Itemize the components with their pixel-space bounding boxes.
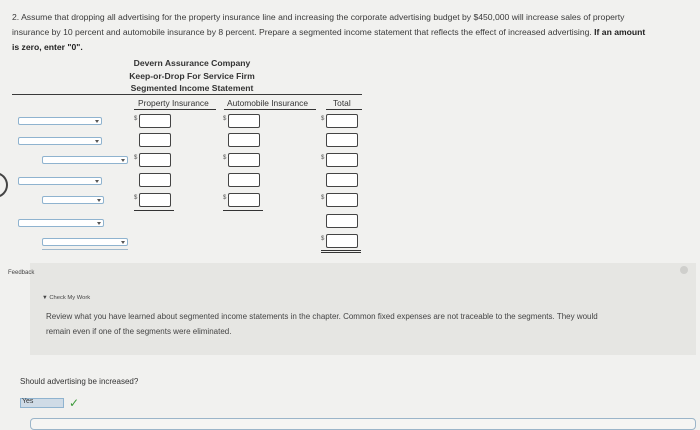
feedback-line-1: Review what you have learned about segmented income statements in the chapter. Common fixed expenses are not traceable to the segments. They would	[46, 312, 598, 321]
total-double-underline-2	[321, 252, 361, 253]
row-label-dropdown-5[interactable]	[42, 196, 104, 204]
question-line-1: 2. Assume that dropping all advertising for the property insurance line and increasing the corporate advertising budget by $450,000 will increase sales of property	[12, 12, 625, 22]
currency-sign: $	[134, 116, 138, 122]
property-total-underline	[134, 210, 174, 211]
currency-sign: $	[223, 195, 227, 201]
question-line-2: insurance by 10 percent and automobile insurance by 8 percent. Prepare a segmented income statement that reflects the effect of increased advertising. If an amount	[12, 27, 646, 37]
correct-checkmark-icon: ✓	[69, 396, 80, 410]
row-label-dropdown-6[interactable]	[18, 219, 104, 227]
col-total-underline	[326, 109, 362, 110]
total-input-4[interactable]	[326, 173, 358, 187]
company-name: Devern Assurance Company	[133, 58, 251, 68]
col-property-underline	[134, 109, 216, 110]
check-my-work-toggle[interactable]: ▼ Check My Work	[42, 295, 91, 301]
panel-scroll-indicator	[680, 266, 688, 274]
total-input-2[interactable]	[326, 133, 358, 147]
currency-sign: $	[321, 116, 325, 122]
currency-sign: $	[134, 195, 138, 201]
advertising-answer-value: Yes	[22, 398, 34, 405]
property-input-5[interactable]	[139, 193, 171, 207]
col-auto-underline	[224, 109, 316, 110]
auto-total-underline	[223, 210, 263, 211]
col-total: Total	[333, 98, 351, 108]
total-input-3[interactable]	[326, 153, 358, 167]
feedback-review-text	[46, 309, 686, 339]
total-input-5[interactable]	[326, 193, 358, 207]
question-text	[12, 10, 692, 55]
feedback-line-2: remain even if one of the segments were eliminated.	[46, 327, 232, 336]
auto-input-2[interactable]	[228, 133, 260, 147]
row-label-dropdown-3[interactable]	[42, 156, 128, 164]
row-label-dropdown-4[interactable]	[18, 177, 102, 185]
col-automobile-insurance: Automobile Insurance	[227, 98, 309, 108]
property-input-1[interactable]	[139, 114, 171, 128]
auto-input-3[interactable]	[228, 153, 260, 167]
total-double-underline-1	[321, 250, 361, 251]
currency-sign: $	[223, 116, 227, 122]
row-label-dropdown-1[interactable]	[18, 117, 102, 125]
property-input-3[interactable]	[139, 153, 171, 167]
total-input-1[interactable]	[326, 114, 358, 128]
dropdown-underline	[42, 249, 128, 250]
currency-sign: $	[134, 155, 138, 161]
next-section-field	[30, 418, 696, 430]
total-input-6[interactable]	[326, 214, 358, 228]
total-input-7[interactable]	[326, 234, 358, 248]
col-property-insurance: Property Insurance	[138, 98, 209, 108]
advertising-question: Should advertising be increased?	[20, 377, 139, 386]
currency-sign: $	[321, 236, 325, 242]
header-rule	[12, 94, 362, 95]
previous-arrow-icon[interactable]	[0, 172, 8, 198]
check-my-work-label: Check My Work	[49, 295, 91, 301]
auto-input-1[interactable]	[228, 114, 260, 128]
question-line-3: is zero, enter "0".	[12, 42, 83, 52]
currency-sign: $	[321, 195, 325, 201]
currency-sign: $	[223, 155, 227, 161]
statement-title: Segmented Income Statement	[130, 83, 254, 93]
currency-sign: $	[321, 155, 325, 161]
row-label-dropdown-2[interactable]	[18, 137, 102, 145]
feedback-title: Feedback	[8, 270, 35, 276]
auto-input-4[interactable]	[228, 173, 260, 187]
row-label-dropdown-7[interactable]	[42, 238, 128, 246]
property-input-4[interactable]	[139, 173, 171, 187]
property-input-2[interactable]	[139, 133, 171, 147]
statement-subtitle: Keep-or-Drop For Service Firm	[129, 71, 255, 81]
auto-input-5[interactable]	[228, 193, 260, 207]
